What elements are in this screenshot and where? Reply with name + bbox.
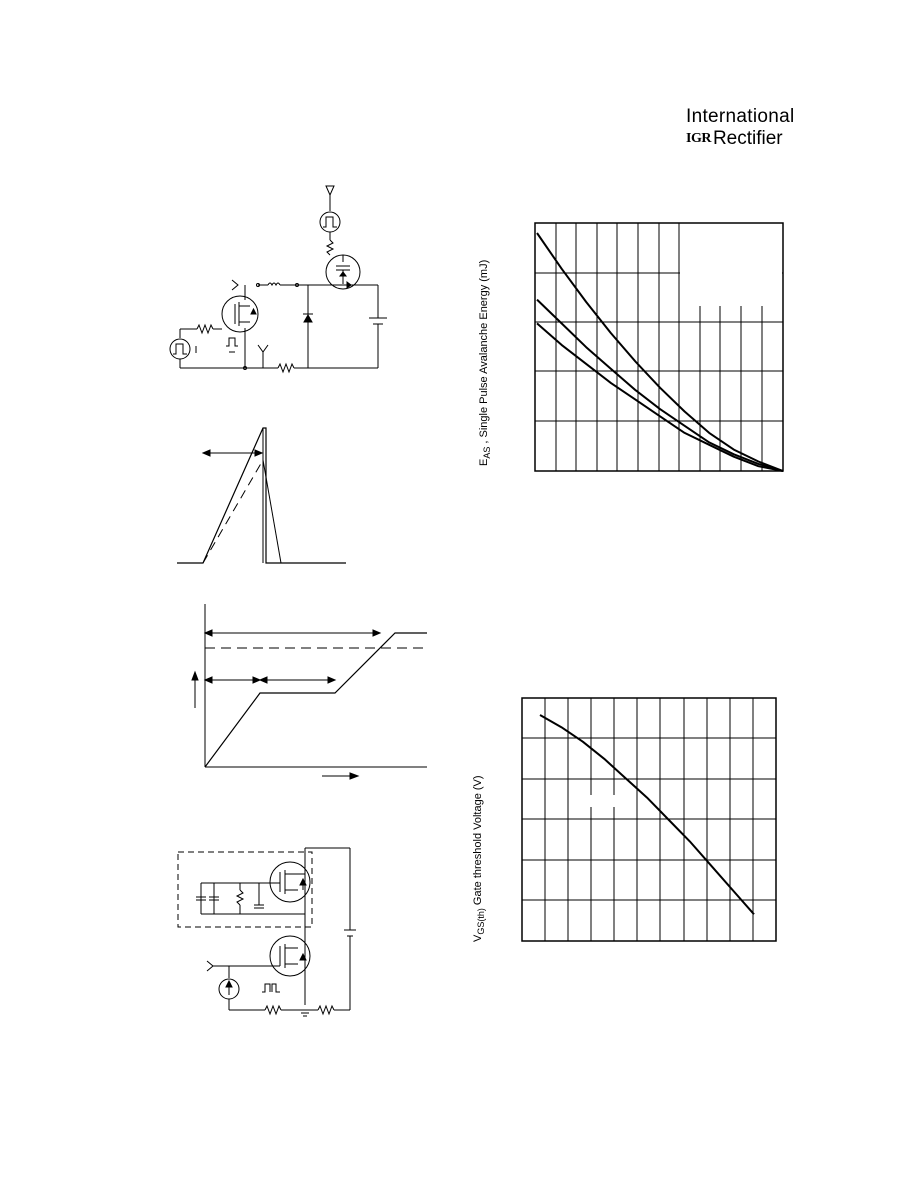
gate-charge-circuit — [178, 848, 356, 1016]
vth-series-group — [540, 715, 754, 914]
igr-logo-mark: IGR — [686, 131, 711, 146]
eas-legend-box — [680, 224, 782, 305]
arrow-up-icon — [326, 186, 334, 195]
vth-series-line-1 — [540, 715, 754, 914]
avalanche-test-circuit — [170, 186, 387, 372]
eas-chart — [535, 223, 783, 471]
diode-icon — [304, 315, 312, 322]
logo-international: International — [686, 106, 795, 127]
vth-ylabel: $V_{GS(th)}$ Gate threshold Voltage (V) — [472, 775, 487, 942]
gate-pulse-icon — [170, 339, 190, 359]
eas-series-line-3 — [537, 323, 783, 471]
vth-chart — [522, 698, 776, 941]
gate-charge-waveform — [192, 604, 427, 779]
eas-ylabel: $E_{AS}$ , Single Pulse Avalanche Energy (mJ) — [478, 259, 493, 466]
avalanche-waveform — [177, 428, 346, 563]
arrow-right-icon — [350, 773, 358, 779]
pulse-source-icon — [320, 212, 340, 232]
eas-series-line-2 — [537, 300, 783, 471]
arrow-up-icon — [192, 672, 198, 680]
vth-label-box — [586, 795, 618, 807]
logo-rectifier-text: Rectifier — [712, 128, 783, 149]
inductor-icon — [268, 283, 280, 285]
